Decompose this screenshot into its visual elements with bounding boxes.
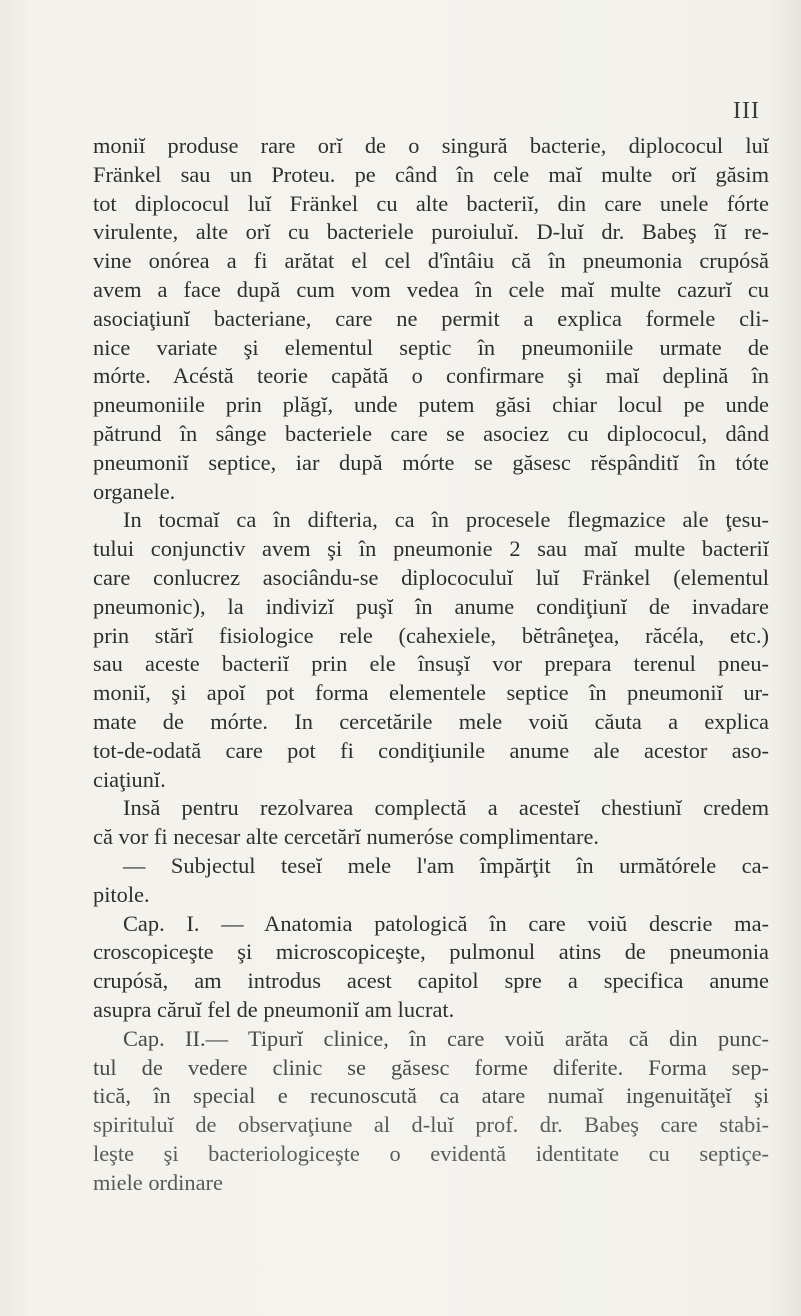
text-line: mórte. Acéstă teorie capătă o confirmare şi maĭ deplină în bbox=[93, 363, 769, 389]
text-line: că vor fi necesar alte cercetărĭ numeróse complimentare. bbox=[93, 824, 599, 850]
text-line: prin stărĭ fisiologice rele (cahexiele, bĕtrâneţea, răcéla, etc.) bbox=[93, 622, 769, 648]
text-line: care conlucrez asociându-se diplococuluĭ luĭ Fränkel (elementul bbox=[93, 564, 769, 590]
text-line: Cap. I. — Anatomia patologică în care voiŭ descrie ma- bbox=[123, 910, 769, 936]
text-line: leşte şi bacteriologiceşte o evidentă identitate cu septiçe- bbox=[93, 1140, 769, 1166]
text-line: — Subjectul teseĭ mele l'am împărţit în următórele ca- bbox=[123, 852, 769, 878]
text-line: Fränkel sau un Proteu. pe când în cele maĭ multe orĭ găsim bbox=[93, 161, 769, 187]
text-line: tot-de-odată care pot fi condiţiunile anume ale acestor aso- bbox=[93, 737, 769, 763]
text-line: nice variate şi elementul septic în pneumoniile urmate de bbox=[93, 334, 769, 360]
text-line: spirituluĭ de observaţiune al d-luĭ prof. dr. Babeş care stabi- bbox=[93, 1112, 769, 1138]
text-line: asupra căruĭ fel de pneumoniĭ am lucrat. bbox=[93, 996, 455, 1022]
text-line: tului conjunctiv avem şi în pneumonie 2 sau maĭ multe bacteriĭ bbox=[93, 536, 769, 562]
text-line: pitole. bbox=[93, 881, 150, 907]
text-line: Insă pentru rezolvarea complectă a acesteĭ chestiunĭ credem bbox=[123, 795, 769, 821]
page-number: III bbox=[733, 98, 760, 124]
text-line: pneumoniile prin plăgĭ, unde putem găsi chiar locul pe unde bbox=[93, 392, 769, 418]
text-line: mate de mórte. In cercetările mele voiŭ căuta a explica bbox=[93, 708, 769, 734]
text-line: moniĭ, şi apoĭ pot forma elementele septice în pneumoniĭ ur- bbox=[93, 680, 769, 706]
text-line: asociaţiunĭ bacteriane, care ne permit a explica formele cli- bbox=[93, 305, 769, 331]
text-line: organele. bbox=[93, 478, 176, 504]
text-line: moniĭ produse rare orĭ de o singură bacterie, diplococul luĭ bbox=[93, 133, 769, 158]
text-line: miele ordinare bbox=[93, 1169, 223, 1195]
text-line: avem a face după cum vom vedea în cele maĭ multe cazurĭ cu bbox=[93, 276, 769, 302]
text-line: tot diplococul luĭ Fränkel cu alte bacteriĭ, din care unele fórte bbox=[93, 190, 769, 216]
text-line: croscopiceşte şi microscopiceşte, pulmonul atins de pneumonia bbox=[93, 939, 769, 965]
text-line: tică, în special e recunoscută ca atare numaĭ ingenuităţeĭ şi bbox=[93, 1083, 769, 1109]
text-line: pneumonic), la indivizĭ puşĭ în anume condiţiunĭ de invadare bbox=[93, 593, 769, 619]
text-line: tul de vedere clinic se găsesc forme diferite. Forma sep- bbox=[93, 1054, 769, 1080]
text-line: ciaţiunĭ. bbox=[93, 766, 166, 792]
text-line: pneumoniĭ septice, iar după mórte se găsesc rĕspânditĭ în tóte bbox=[93, 449, 769, 475]
body-text bbox=[93, 132, 769, 1197]
text-line: vine onórea a fi arătat el cel d'întâiu că în pneumonia crupósă bbox=[93, 248, 769, 274]
text-line: In tocmaĭ ca în difteria, ca în procesele flegmazice ale ţesu- bbox=[123, 507, 769, 533]
text-line: virulente, alte orĭ cu bacteriele puroiuluĭ. D-luĭ dr. Babeş îĭ re- bbox=[93, 219, 769, 245]
text-line: Cap. II.— Tipurĭ clinice, în care voiŭ arăta că din punc- bbox=[123, 1025, 769, 1051]
text-line: sau aceste bacteriĭ prin ele însuşĭ vor prepara terenul pneu- bbox=[93, 651, 769, 677]
text-line: crupósă, am introdus acest capitol spre a specifica anume bbox=[93, 968, 769, 994]
text-line: pătrund în sânge bacteriele care se asociez cu diplococul, dând bbox=[93, 420, 769, 446]
